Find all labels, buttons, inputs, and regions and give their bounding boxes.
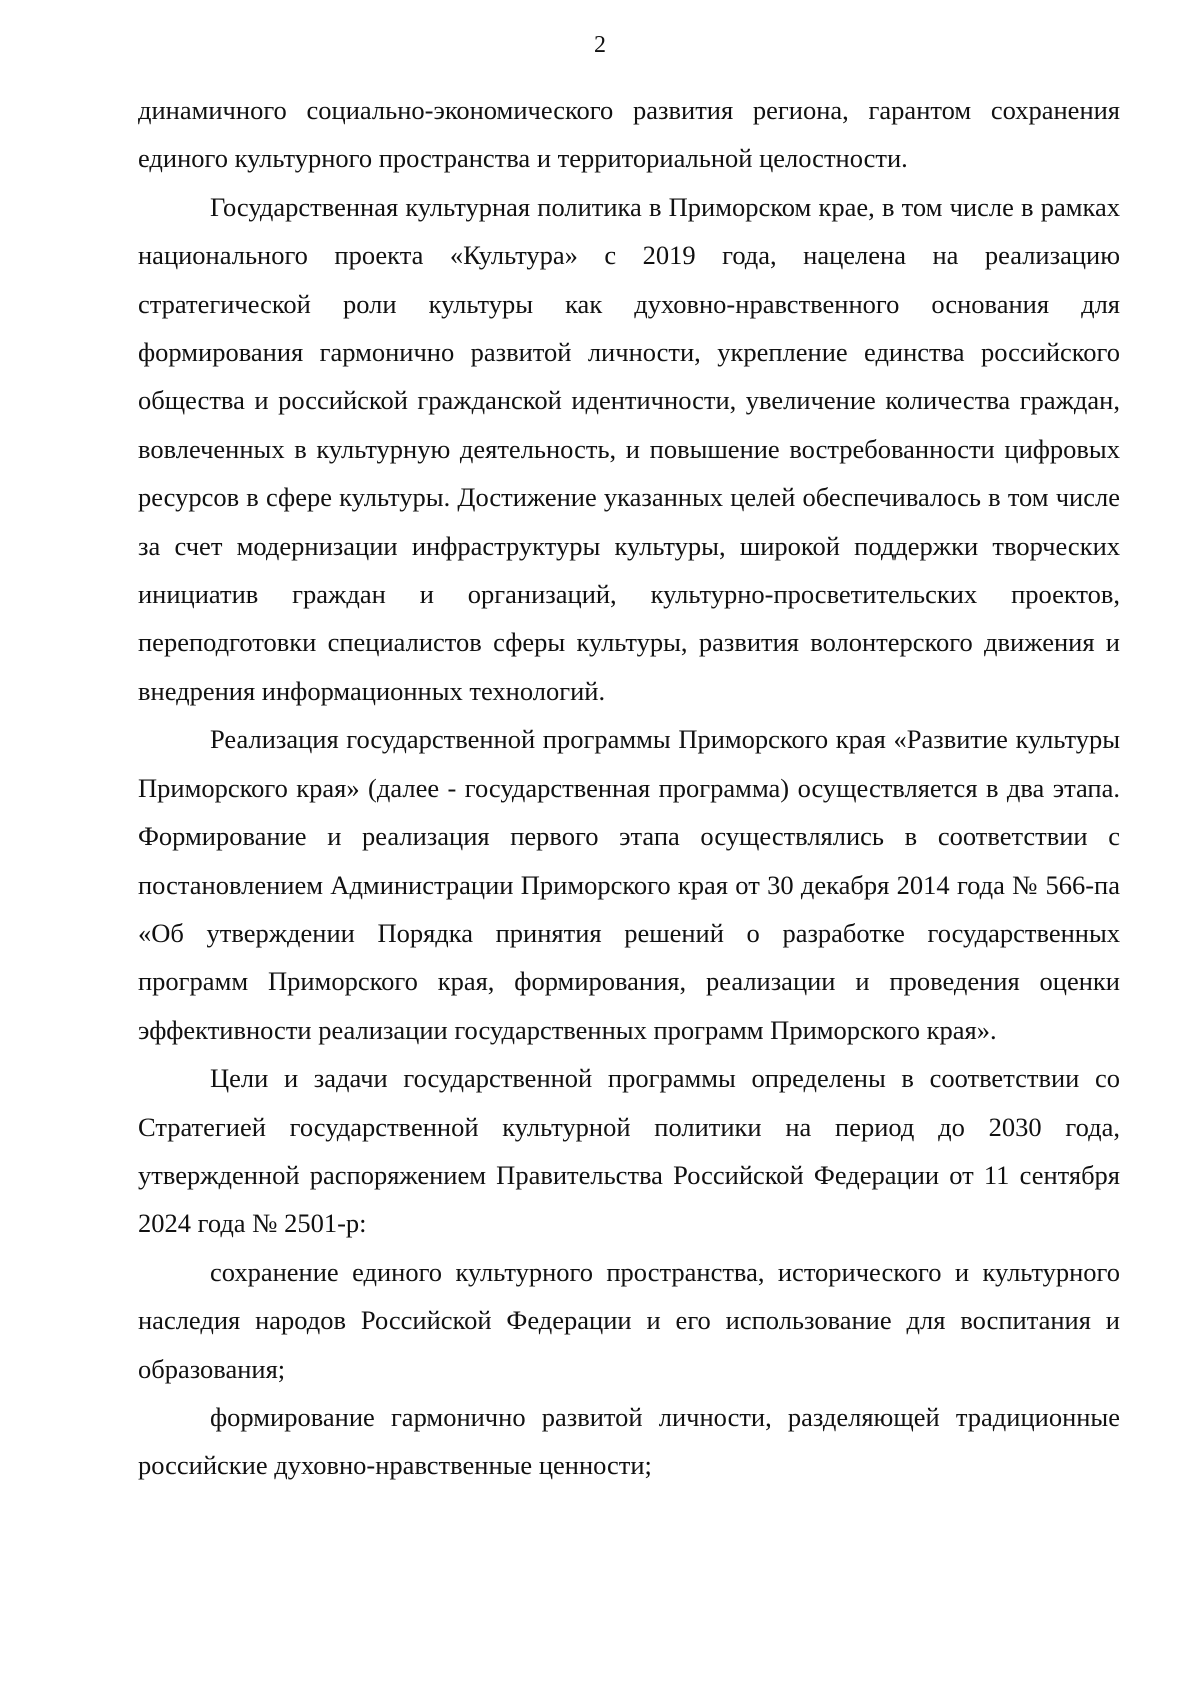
paragraph-goals-and-tasks: Цели и задачи государственной программы определены в соответствии со Стратегией государственной культурной политики на период до 2030 года, утвержденной распоряжением Правительства Российской Федерации от 11 сентября 2024 года № 2501-р: [138,1063,1120,1239]
document-body [138,86,1120,1490]
page-number: 2 [594,32,606,58]
paragraph-continuation: динамичного социально-экономического развития региона, гарантом сохранения единого культурного пространства и территориальной целостности. [138,95,1120,174]
list-item-harmonious-personality: формирование гармонично развитой личности, разделяющей традиционные российские духовно-нравственные ценности; [138,1401,1120,1481]
paragraph-cultural-policy: Государственная культурная политика в Приморском крае, в том числе в рамках национального проекта «Культура» с 2019 года, нацелена на реализацию стратегической роли культуры как духовно-нравственного основания для формирования гармонично развитой личности, укрепление единства российского общества и российской гражданской идентичности, увеличение количества граждан, вовлеченных в культурную деятельность, и повышение востребованности цифровых ресурсов в сфере культуры. Достижение указанных целей обеспечивалось в том числе за счет модернизации инфраструктуры культуры, широкой поддержки творческих инициатив граждан и организаций, культурно-просветительских проектов, переподготовки специалистов сферы культуры, развития волонтерского движения и внедрения информационных технологий. [138,191,1120,706]
paragraph-program-implementation: Реализация государственной программы Приморского края «Развитие культуры Приморского края» (далее - государственная программа) осуществляется в два этапа. Формирование и реализация первого этапа осуществлялись в соответствии с постановлением Администрации Приморского края от 30 декабря 2014 года № 566-па «Об утверждении Порядка принятия решений о разработке государственных программ Приморского края, формирования, реализации и проведения оценки эффективности реализации государственных программ Приморского края». [138,724,1120,1045]
list-item-heritage-preservation: сохранение единого культурного пространства, исторического и культурного наследия народов Российской Федерации и его использование для воспитания и образования; [138,1256,1120,1384]
